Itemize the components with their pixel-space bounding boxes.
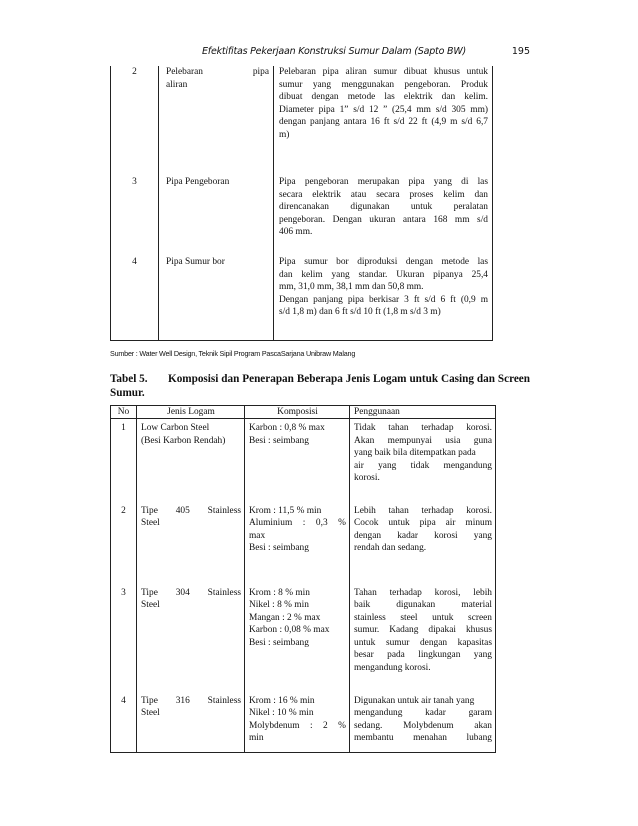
- table-row: [111, 587, 496, 695]
- running-header: [110, 46, 530, 60]
- pipe-name: Pelebaran pipa aliran: [159, 66, 274, 176]
- row-number: 3: [132, 177, 137, 187]
- metal-composition: Krom : 8 % min Nikel : 8 % min Mangan : 2 % max Karbon : 0,08 % max Besi : seimbang: [245, 587, 350, 695]
- pipe-description: Pelebaran pipa aliran sumur dibuat khusus untuk sumur yang menggunakan pengeboran. Produk dibuat dengan metode las elektrik dan kelim. Diameter pipa 1” s/d 12 ” (25,4 mm s/d 305 mm) dengan panjang antara 16 ft s/d 22 ft (4,9 m s/d 6,7 m): [274, 66, 493, 176]
- table-label: Tabel 5.: [110, 373, 148, 385]
- header-komposisi: Komposisi: [245, 406, 350, 419]
- header-no: No: [111, 406, 137, 419]
- running-title: Efektifitas Pekerjaan Konstruksi Sumur Dalam (Sapto BW): [202, 46, 467, 57]
- metal-usage: Lebih tahan terhadap korosi. Cocok untuk pipa air minum dengan kadar korosi yang rendah dan sedang.: [350, 505, 496, 587]
- table-caption-text: Komposisi dan Penerapan Beberapa Jenis Logam untuk Casing dan Screen Sumur.: [110, 373, 530, 399]
- table-row: [111, 176, 493, 256]
- table-row: [111, 66, 493, 176]
- pipe-description: Pipa pengeboran merupakan pipa yang di las secara elektrik atau secara proses kelim dan direncanakan digunakan untuk peralatan pengeboran. Dengan ukuran antara 168 mm s/d 406 mm.: [274, 176, 493, 256]
- row-number: 4: [111, 695, 137, 753]
- metal-usage: Tidak tahan terhadap korosi. Akan mempunyai usia guna yang baik bila ditempatkan pada air yang tidak mengandung korosi.: [350, 419, 496, 505]
- pipe-name: Pipa Sumur bor: [159, 256, 274, 340]
- metal-composition: Karbon : 0,8 % max Besi : seimbang: [245, 419, 350, 505]
- page-number: 195: [511, 46, 530, 57]
- pipe-types-table: [110, 66, 493, 341]
- metal-composition: Krom : 11,5 % min Aluminium : 0,3 % max Besi : seimbang: [245, 505, 350, 587]
- metal-type: Low Carbon Steel (Besi Karbon Rendah): [137, 419, 245, 505]
- table-row: [111, 505, 496, 587]
- row-number: 4: [111, 256, 159, 340]
- pipe-name: Pipa Pengeboran: [159, 176, 274, 256]
- header-penggunaan: Penggunaan: [350, 406, 496, 419]
- metal-type: Tipe 405 Stainless Steel: [137, 505, 245, 587]
- table-header-row: [111, 406, 496, 419]
- metal-composition: Krom : 16 % min Nikel : 10 % min Molybdenum : 2 % min: [245, 695, 350, 753]
- table-row: [111, 419, 496, 505]
- table-caption: [110, 372, 530, 400]
- row-number: 3: [111, 587, 137, 695]
- metal-type: Tipe 316 Stainless Steel: [137, 695, 245, 753]
- metal-composition-table: [110, 405, 496, 753]
- header-jenis-logam: Jenis Logam: [137, 406, 245, 419]
- metal-usage: Digunakan untuk air tanah yang mengandung kadar garam sedang. Molybdenum akan membantu menahan lubang: [350, 695, 496, 753]
- table-row: [111, 256, 493, 340]
- row-number: 1: [111, 419, 137, 505]
- table-row: [111, 695, 496, 753]
- table-source-note: Sumber : Water Well Design, Teknik Sipil Program PascaSarjana Unibraw Malang: [110, 349, 356, 358]
- row-number: 2: [111, 505, 137, 587]
- metal-usage: Tahan terhadap korosi, lebih baik digunakan material stainless steel untuk screen sumur. Kadang dipakai khusus untuk sumur dengan kapasitas besar pada lingkungan yang mengandung korosi.: [350, 587, 496, 695]
- pipe-description: Pipa sumur bor diproduksi dengan metode las dan kelim yang standar. Ukuran pipanya 25,4 mm, 31,0 mm, 38,1 mm dan 50,8 mm. Dengan panjang pipa berkisar 3 ft s/d 6 ft (0,9 m s/d 1,8 m) dan 6 ft s/d 10 ft (1,8 m s/d 3 m): [274, 256, 493, 340]
- metal-type: Tipe 304 Stainless Steel: [137, 587, 245, 695]
- row-number: 2: [132, 67, 137, 77]
